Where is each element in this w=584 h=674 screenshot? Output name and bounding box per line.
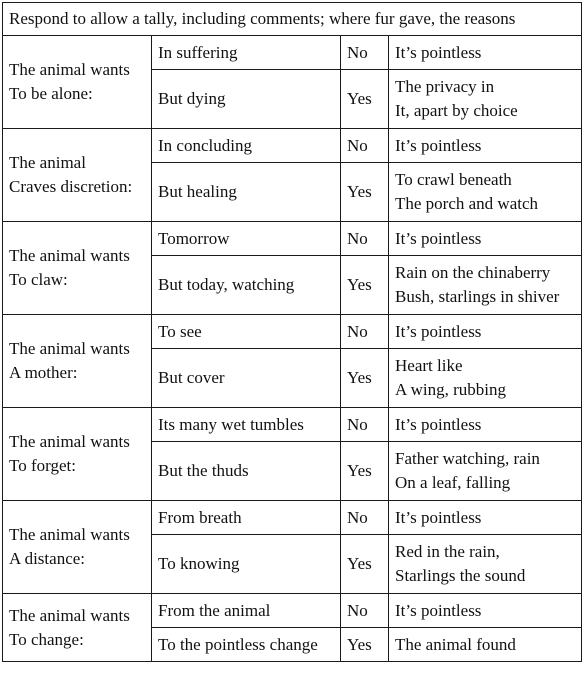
table-row — [3, 222, 582, 256]
prompt-cell: To see — [152, 315, 341, 349]
answer-cell: No — [341, 129, 389, 163]
comment-cell — [389, 70, 582, 129]
answer-cell: Yes — [341, 628, 389, 662]
answer-cell: Yes — [341, 163, 389, 222]
comment-cell — [389, 36, 582, 70]
table-row — [3, 129, 582, 163]
subject-line: The animal wants — [9, 246, 130, 265]
subject-line: A distance: — [9, 549, 86, 568]
prompt-cell: In suffering — [152, 36, 341, 70]
prompt-cell: From breath — [152, 501, 341, 535]
comment-line: Red in the rain, — [395, 542, 500, 561]
prompt-cell: Its many wet tumbles — [152, 408, 341, 442]
subject-line: A mother: — [9, 363, 78, 382]
subject-line: The animal wants — [9, 525, 130, 544]
subject-line: The animal wants — [9, 432, 130, 451]
comment-line: To crawl beneath — [395, 170, 512, 189]
comment-cell — [389, 256, 582, 315]
subject-line: To change: — [9, 629, 84, 649]
comment-cell — [389, 408, 582, 442]
comment-cell — [389, 222, 582, 256]
table-row — [3, 594, 582, 628]
comment-line: Rain on the chinaberry — [395, 263, 551, 282]
table-row — [3, 36, 582, 70]
answer-cell: Yes — [341, 535, 389, 594]
comment-cell — [389, 129, 582, 163]
comment-cell — [389, 442, 582, 501]
comment-line: The animal found — [395, 634, 516, 654]
comment-line: Heart like — [395, 356, 463, 375]
poem-table-body — [3, 3, 582, 662]
comment-line: It’s pointless — [395, 135, 482, 155]
poem-table — [2, 2, 582, 662]
subject-line: The animal wants — [9, 60, 130, 79]
table-header: Respond to allow a tally, including comments; where fur gave, the reasons — [3, 3, 582, 36]
comment-cell — [389, 163, 582, 222]
table-row — [3, 315, 582, 349]
prompt-cell: To the pointless change — [152, 628, 341, 662]
answer-cell: No — [341, 36, 389, 70]
comment-line: It’s pointless — [395, 228, 482, 248]
subject-line: Craves discretion: — [9, 177, 133, 196]
prompt-cell: But dying — [152, 70, 341, 129]
subject-cell — [3, 315, 152, 408]
subject-cell — [3, 222, 152, 315]
comment-line: The privacy in — [395, 77, 495, 96]
comment-line: It’s pointless — [395, 42, 482, 62]
comment-cell — [389, 594, 582, 628]
comment-line: Bush, starlings in shiver — [395, 287, 560, 306]
subject-line: The animal wants — [9, 605, 130, 625]
comment-line: A wing, rubbing — [395, 380, 506, 399]
header-row — [3, 3, 582, 36]
subject-cell — [3, 501, 152, 594]
subject-cell — [3, 129, 152, 222]
answer-cell: Yes — [341, 349, 389, 408]
answer-cell: No — [341, 408, 389, 442]
prompt-cell: Tomorrow — [152, 222, 341, 256]
subject-line: The animal wants — [9, 339, 130, 358]
subject-line: To be alone: — [9, 84, 93, 103]
comment-cell — [389, 501, 582, 535]
answer-cell: No — [341, 594, 389, 628]
comment-line: Starlings the sound — [395, 566, 526, 585]
answer-cell: No — [341, 222, 389, 256]
prompt-cell: But healing — [152, 163, 341, 222]
comment-cell — [389, 315, 582, 349]
comment-line: It’s pointless — [395, 600, 482, 620]
answer-cell: No — [341, 501, 389, 535]
subject-cell — [3, 408, 152, 501]
answer-cell: Yes — [341, 256, 389, 315]
prompt-cell: In concluding — [152, 129, 341, 163]
comment-cell — [389, 349, 582, 408]
prompt-cell: From the animal — [152, 594, 341, 628]
comment-line: Father watching, rain — [395, 449, 540, 468]
comment-line: On a leaf, falling — [395, 473, 511, 492]
comment-line: It’s pointless — [395, 507, 482, 527]
subject-line: To forget: — [9, 456, 76, 475]
comment-cell — [389, 628, 582, 662]
subject-line: The animal — [9, 153, 86, 172]
prompt-cell: But cover — [152, 349, 341, 408]
subject-line: To claw: — [9, 270, 68, 289]
table-row — [3, 408, 582, 442]
subject-cell — [3, 36, 152, 129]
prompt-cell: But today, watching — [152, 256, 341, 315]
comment-line: It’s pointless — [395, 414, 482, 434]
prompt-cell: To knowing — [152, 535, 341, 594]
answer-cell: Yes — [341, 442, 389, 501]
answer-cell: No — [341, 315, 389, 349]
table-row — [3, 501, 582, 535]
subject-cell — [3, 594, 152, 662]
comment-line: The porch and watch — [395, 194, 539, 213]
prompt-cell: But the thuds — [152, 442, 341, 501]
answer-cell: Yes — [341, 70, 389, 129]
comment-line: It’s pointless — [395, 321, 482, 341]
comment-cell — [389, 535, 582, 594]
comment-line: It, apart by choice — [395, 101, 518, 120]
